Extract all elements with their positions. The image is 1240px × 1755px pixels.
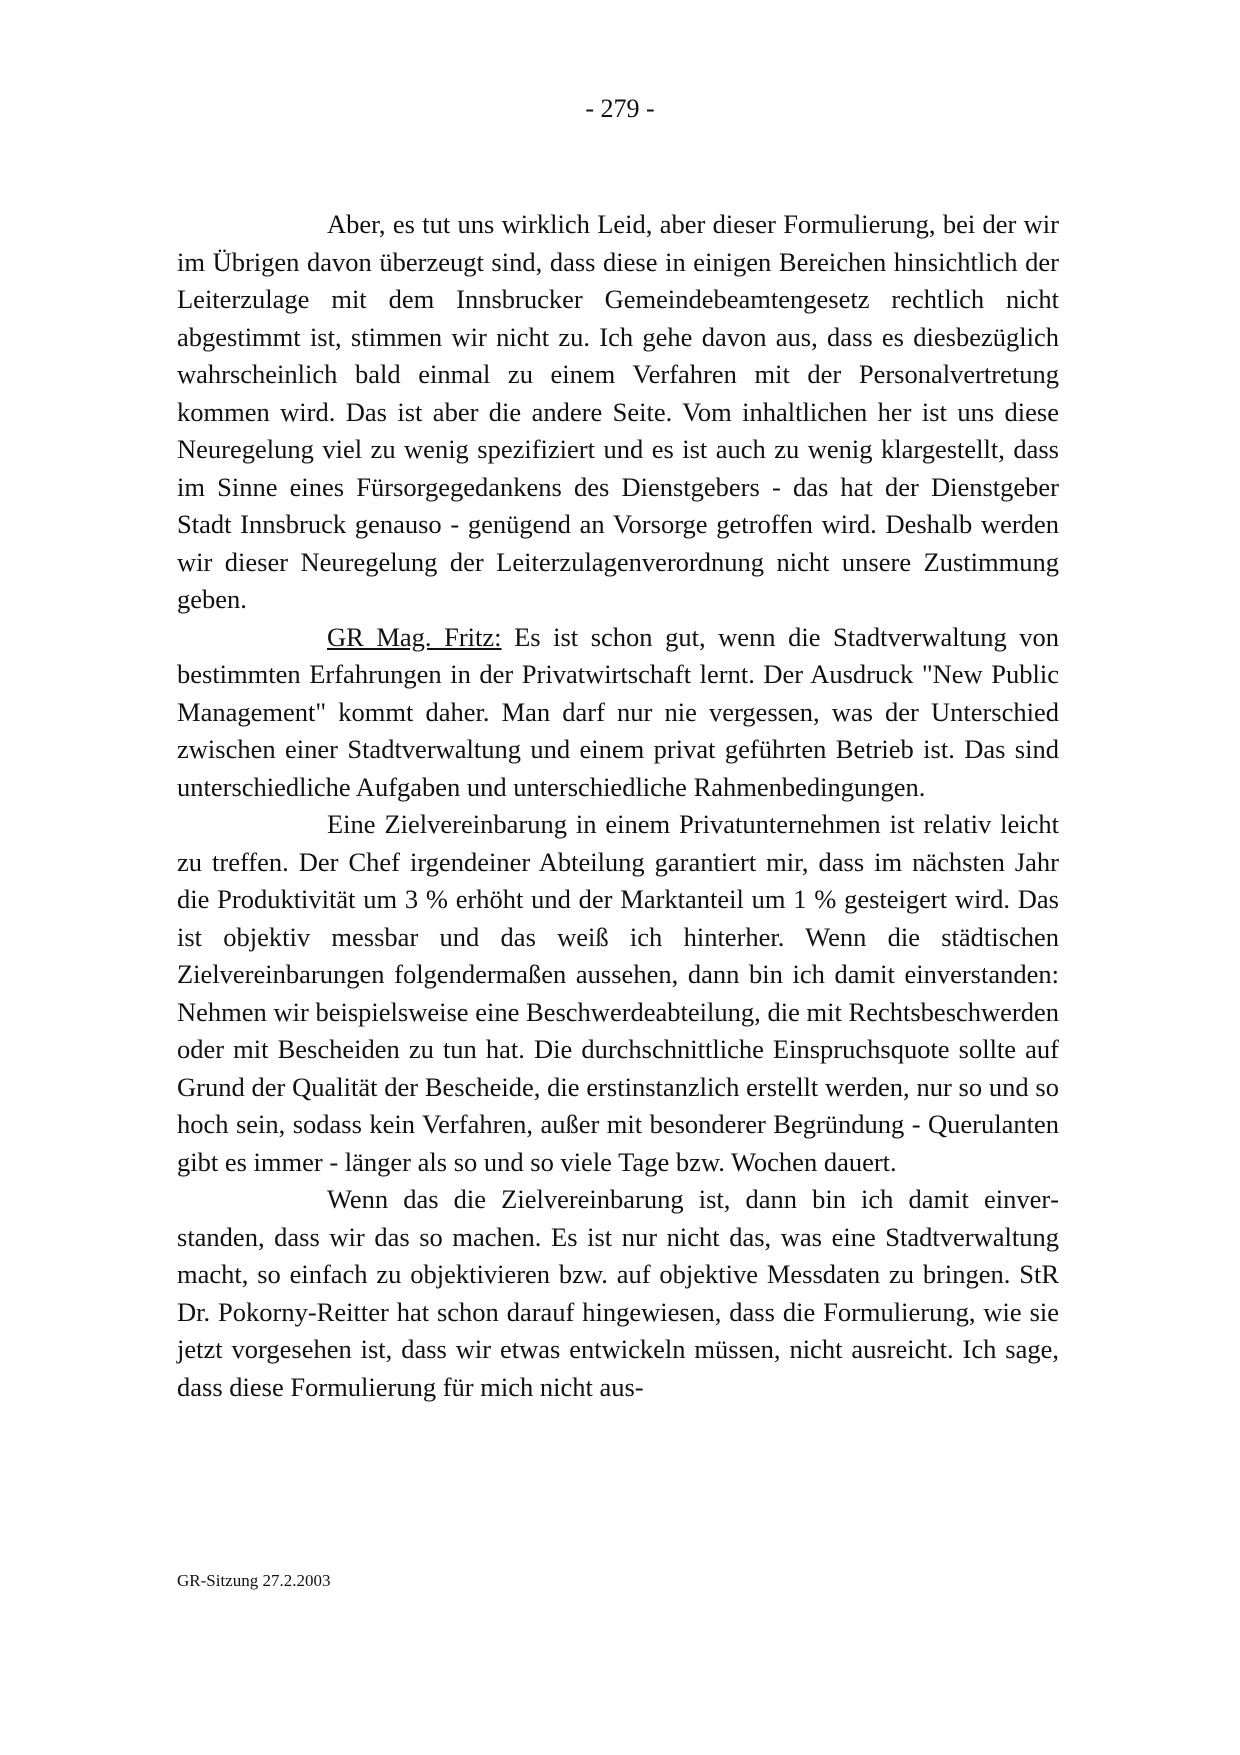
paragraph: [177, 206, 1059, 619]
document-body: [177, 206, 1059, 1406]
paragraph-text: Aber, es tut uns wirklich Leid, aber dieser Formulierung, bei der wir im Übrigen davon überzeugt sind, dass diese in einigen Bereichen hinsichtlich der Leiterzulage mit dem Innsbrucker Gemeindebeamtengesetz rechtlich nicht abgestimmt ist, stimmen wir nicht zu. Ich gehe davon aus, dass es diesbezüglich wahrscheinlich bald einmal zu einem Verfahren mit der Personalvertretung kommen wird. Das ist aber die andere Seite. Vom inhaltlichen her ist uns diese Neuregelung viel zu wenig spezifiziert und es ist auch zu wenig klargestellt, dass im Sinne eines Fürsorgegedankens des Dienstgebers - das hat der Dienstgeber Stadt Innsbruck genauso - genügend an Vorsorge getroffen wird. Deshalb werden wir dieser Neuregelung der Leiterzulagenverordnung nicht unsere Zustimmung geben.: [177, 209, 1059, 614]
paragraph: [177, 1181, 1059, 1406]
paragraph: [177, 806, 1059, 1181]
paragraph-text: Eine Zielvereinbarung in einem Privatunternehmen ist relativ leicht zu treffen. Der Chef irgendeiner Abteilung garantiert mir, dass im nächsten Jahr die Produktivität um 3 % erhöht und der Marktanteil um 1 % gesteigert wird. Das ist objektiv messbar und das weiß ich hinterher. Wenn die städtischen Zielvereinbarungen folgendermaßen aussehen, dann bin ich damit einverstanden: Nehmen wir beispielsweise eine Beschwerdeabteilung, die mit Rechtsbeschwerden oder mit Bescheiden zu tun hat. Die durchschnittliche Einspruchsquote sollte auf Grund der Qualität der Bescheide, die erstinstanzlich erstellt werden, nur so und so hoch sein, sodass kein Verfahren, außer mit besonderer Begründung - Querulanten gibt es immer - länger als so und so viele Tage bzw. Wochen dauert.: [177, 809, 1059, 1177]
paragraph: [177, 619, 1059, 807]
page-number: - 279 -: [585, 94, 655, 123]
speaker-name: GR Mag. Fritz:: [327, 621, 502, 652]
paragraph-text: Es ist schon gut, wenn die Stadtverwaltung von bestimmten Erfahrungen in der Privatwirtschaft lernt. Der Ausdruck "New Public Management" kommt daher. Man darf nur nie vergessen, was der Unterschied zwischen einer Stadtverwaltung und einem privat geführten Betrieb ist. Das sind unterschiedliche Aufgaben und unterschiedliche Rahmenbedingungen.: [177, 621, 1059, 802]
footer-session-label: GR-Sitzung 27.2.2003: [177, 1571, 331, 1590]
paragraph-text: Wenn das die Zielvereinbarung ist, dann bin ich damit einverstanden, dass wir das so machen. Es ist nur nicht das, was eine Stadtverwaltung macht, so einfach zu objektivieren bzw. auf objektive Messdaten zu bringen. StR Dr. Pokorny-Reitter hat schon darauf hingewiesen, dass die Formulierung, wie sie jetzt vorgesehen ist, dass wir etwas entwickeln müssen, nicht ausreicht. Ich sage, dass diese Formulierung für mich nicht aus-: [177, 1184, 1059, 1402]
